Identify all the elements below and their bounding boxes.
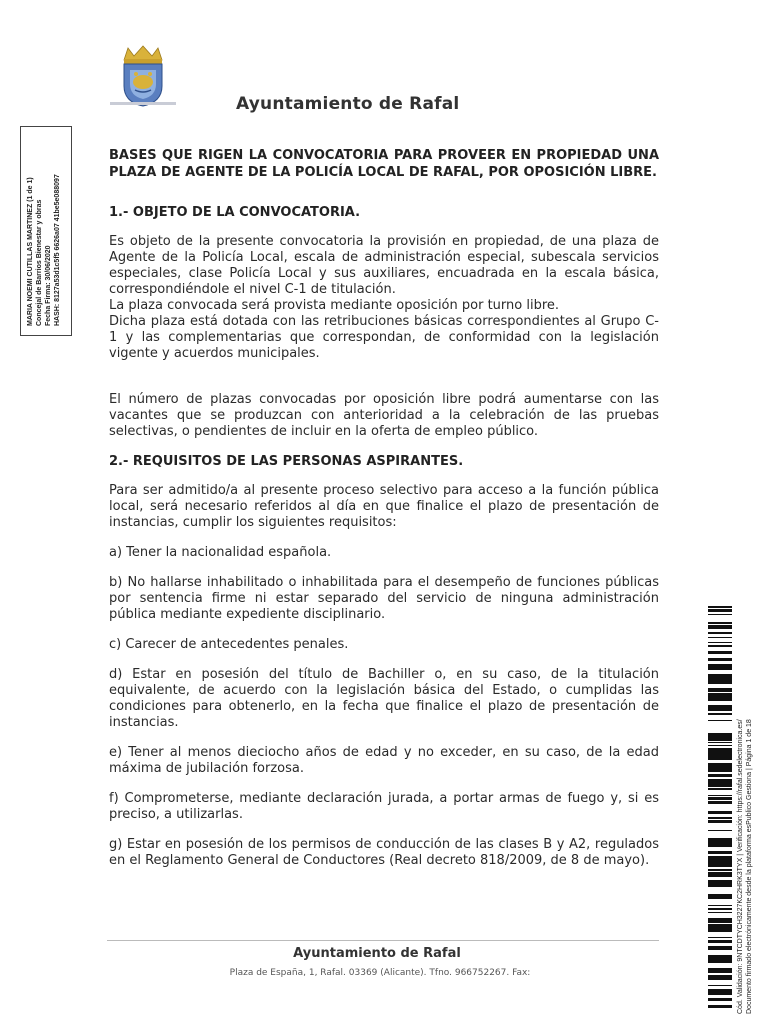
barcode-bar (708, 637, 732, 638)
barcode-bar (708, 763, 732, 765)
barcode-bar (708, 998, 732, 1001)
barcode-bar (708, 782, 732, 784)
signature-line: MARIA NOEMI CUTILLAS MARTINEZ (1 de 1) (27, 177, 34, 326)
barcode-bar (708, 753, 732, 755)
barcode-bar (708, 738, 732, 741)
barcode-bar (708, 817, 732, 819)
barcode-bar (708, 972, 732, 973)
barcode-bar (708, 863, 732, 864)
requirement-a: a) Tener la nacionalidad española. (109, 545, 332, 560)
barcode-bar (708, 872, 732, 875)
barcode-bar (708, 678, 732, 681)
barcode-bar (708, 646, 732, 647)
barcode-bar (708, 851, 732, 852)
section-2-intro: Para ser admitido/a al presente proceso selectivo para acceso a la función pública local, será necesario referidos al día en que finalice el plazo de presentación de instancias, cumplir los siguientes requisitos: (109, 483, 659, 530)
barcode-bar (708, 710, 732, 711)
barcode-bar (708, 788, 732, 790)
barcode-bar (708, 632, 732, 634)
barcode-bar (708, 993, 732, 995)
barcode-bar (708, 606, 732, 608)
page-header-title: Ayuntamiento de Rafal (236, 94, 460, 114)
barcode-bar (708, 908, 732, 910)
requirement-e: e) Tener al menos dieciocho años de edad y no exceder, en su caso, de la edad máxima de jubilación forzosa. (109, 745, 659, 776)
barcode-bar (708, 985, 732, 986)
barcode-bar (708, 609, 732, 611)
barcode-bar (708, 713, 732, 715)
barcode-bar (708, 774, 732, 777)
requirement-c: c) Carecer de antecedentes penales. (109, 637, 349, 652)
barcode-bar (708, 885, 732, 887)
barcode-bar (708, 978, 732, 979)
barcode-bar (708, 912, 732, 913)
barcode-bar (708, 852, 732, 854)
barcode-bar (708, 752, 732, 753)
barcode-bar (708, 803, 732, 804)
document-body (109, 148, 659, 869)
barcode-bar (708, 802, 732, 803)
barcode-bar (708, 896, 732, 899)
barcode-bar (708, 862, 732, 863)
barcode-bar (708, 698, 732, 700)
barcode-bar (708, 745, 732, 746)
barcode-bar (708, 918, 732, 920)
municipal-crest-logo (110, 44, 176, 108)
barcode-bar (708, 946, 732, 948)
barcode-bar (708, 937, 732, 938)
barcode-bar (708, 970, 732, 972)
barcode-bar (708, 688, 732, 691)
signature-stamp (26, 26, 62, 326)
barcode-bar (708, 708, 732, 710)
barcode-bar (708, 955, 732, 956)
requirement-d: d) Estar en posesión del título de Bachiller o, en su caso, de la titulación equivalente, de acuerdo con la legislación básica del Estado, o cumplidas las condiciones para obtenerlo, en la fecha que finalice el plazo de presentación de instancias. (109, 667, 659, 730)
barcode-bar (708, 779, 732, 782)
signature-line: Concejal de Barrios Bienestar y obras (36, 199, 43, 326)
barcode-bar (708, 992, 732, 993)
barcode-bar (708, 990, 732, 992)
footer-address: Plaza de España, 1, Rafal. 03369 (Alicante). Tfno. 966752267. Fax: (229, 968, 531, 978)
barcode-bar (708, 784, 732, 787)
requirement-f: f) Comprometerse, mediante declaración jurada, a portar armas de fuego y, si es preciso, a utilizarlas. (109, 791, 659, 822)
barcode-bar (708, 1005, 732, 1008)
barcode-bar (708, 920, 732, 923)
section-1-paragraph: La plaza convocada será provista mediante oposición por turno libre. (109, 298, 560, 313)
requirement-g: g) Estar en posesión de los permisos de conducción de las clases B y A2, regulados en el Reglamento General de Conductores (Real decreto 818/2009, de 8 de mayo). (109, 837, 659, 868)
barcode-bar (708, 642, 732, 643)
barcode-bar (708, 956, 732, 958)
barcode-bar (708, 842, 732, 845)
barcode-bar (708, 869, 732, 871)
barcode-bar (708, 770, 732, 772)
section-1-paragraph: El número de plazas convocadas por oposición libre podrá aumentarse con las vacantes que se produzcan con anterioridad a la celebración de las pruebas selectivas, o pendientes de incluir en la oferta de empleo público. (109, 392, 659, 439)
requirement-b: b) No hallarse inhabilitado o inhabilitada para el desempeño de funciones públicas por sentencia firme ni estar separado del servicio de ninguna administración pública mediante expediente disciplinario. (109, 575, 659, 622)
barcode-bar (708, 674, 732, 675)
barcode-bar (708, 841, 732, 842)
barcode-bar (708, 658, 732, 661)
barcode-bar (708, 961, 732, 963)
barcode-bar (708, 734, 732, 736)
barcode-bar (708, 845, 732, 847)
barcode-bar (708, 628, 732, 629)
barcode-bar (708, 821, 732, 823)
section-1-paragraph: Es objeto de la presente convocatoria la provisión en propiedad, de una plaza de Agente de la Policía Local, escala de administración especial, subescala servicios especiales, clase Policía Local y sus auxiliares, encuadrada en la escala básica, correspondiéndole el nivel C-1 de titulación. (109, 234, 659, 297)
barcode-bar (708, 820, 732, 821)
signature-line: HASH: 8127a53d1c5f5 6626a07 41be5e088097 (54, 174, 61, 326)
barcode-bar (708, 958, 732, 961)
barcode-bar (708, 611, 732, 612)
barcode-bar (708, 614, 732, 615)
barcode-bar (708, 693, 732, 695)
barcode-bar (708, 948, 732, 950)
barcode-bar (708, 651, 732, 654)
barcode-bar (708, 856, 732, 859)
barcode-bar (708, 664, 732, 666)
barcode-bar (708, 930, 732, 932)
barcode-bar (708, 622, 732, 624)
barcode-bar (708, 989, 732, 990)
barcode-bar (708, 801, 732, 802)
barcode-bar (708, 645, 732, 646)
barcode-bar (708, 979, 732, 980)
barcode-bar (708, 875, 732, 877)
footer-divider (107, 940, 659, 941)
barcode-bar (708, 691, 732, 692)
barcode-bar (708, 795, 732, 796)
barcode-bar (708, 768, 732, 770)
barcode-bar (708, 742, 732, 743)
barcode-bar (708, 668, 732, 670)
barcode-bar (708, 940, 732, 943)
verification-line: Cód. Validación: 9NTCDTYCH3227KC2HRK3TYX | Verificación: https://rafal.sedelectronica.es/ (737, 719, 744, 1014)
barcode-bar (708, 700, 732, 701)
barcode-bar (708, 750, 732, 752)
barcode-bar (708, 625, 732, 628)
section-1-title: 1.- OBJETO DE LA CONVOCATORIA. (109, 205, 361, 220)
barcode-bar (708, 765, 732, 768)
footer-title: Ayuntamiento de Rafal (293, 946, 461, 961)
signature-line: Fecha Firma: 30/06/2020 (45, 245, 52, 326)
barcode-bar (708, 859, 732, 862)
barcode-bar (708, 695, 732, 696)
barcode-bar (708, 882, 732, 885)
barcode-bar (708, 838, 732, 841)
barcode-bar (708, 748, 732, 750)
barcode-bar (708, 755, 732, 758)
barcode-bar (708, 811, 732, 814)
barcode-bar (708, 720, 732, 721)
barcode-bar (708, 733, 732, 734)
verification-barcode (708, 606, 732, 1010)
barcode-bar (708, 797, 732, 800)
barcode-bar (708, 968, 732, 970)
barcode-bar (708, 736, 732, 738)
barcode-bar (708, 975, 732, 978)
barcode-bar (708, 758, 732, 760)
section-1-paragraph: Dicha plaza está dotada con las retribuciones básicas correspondientes al Grupo C-1 y las complementarias que correspondan, de conformidad con la legislación vigente y acuerdos municipales. (109, 314, 659, 361)
verification-line: Documento firmado electrónicamente desde la plataforma esPublico Gestiona | Página 1 de 18 (746, 719, 753, 1014)
barcode-bar (708, 924, 732, 927)
barcode-bar (708, 894, 732, 896)
section-2-title: 2.- REQUISITOS DE LAS PERSONAS ASPIRANTES. (109, 454, 464, 469)
barcode-bar (708, 880, 732, 882)
barcode-bar (708, 666, 732, 668)
barcode-bar (708, 681, 732, 684)
barcode-bar (708, 864, 732, 867)
barcode-bar (708, 830, 732, 831)
verification-text (736, 584, 754, 1014)
barcode-bar (708, 705, 732, 708)
document-heading: BASES QUE RIGEN LA CONVOCATORIA PARA PROVEER EN PROPIEDAD UNA PLAZA DE AGENTE DE LA POLICÍA LOCAL DE RAFAL, POR OPOSICIÓN LIBRE. (109, 148, 659, 180)
barcode-bar (708, 696, 732, 698)
barcode-bar (708, 927, 732, 930)
crest-caption-bar (110, 102, 176, 105)
barcode-bar (708, 905, 732, 906)
barcode-bar (708, 675, 732, 678)
